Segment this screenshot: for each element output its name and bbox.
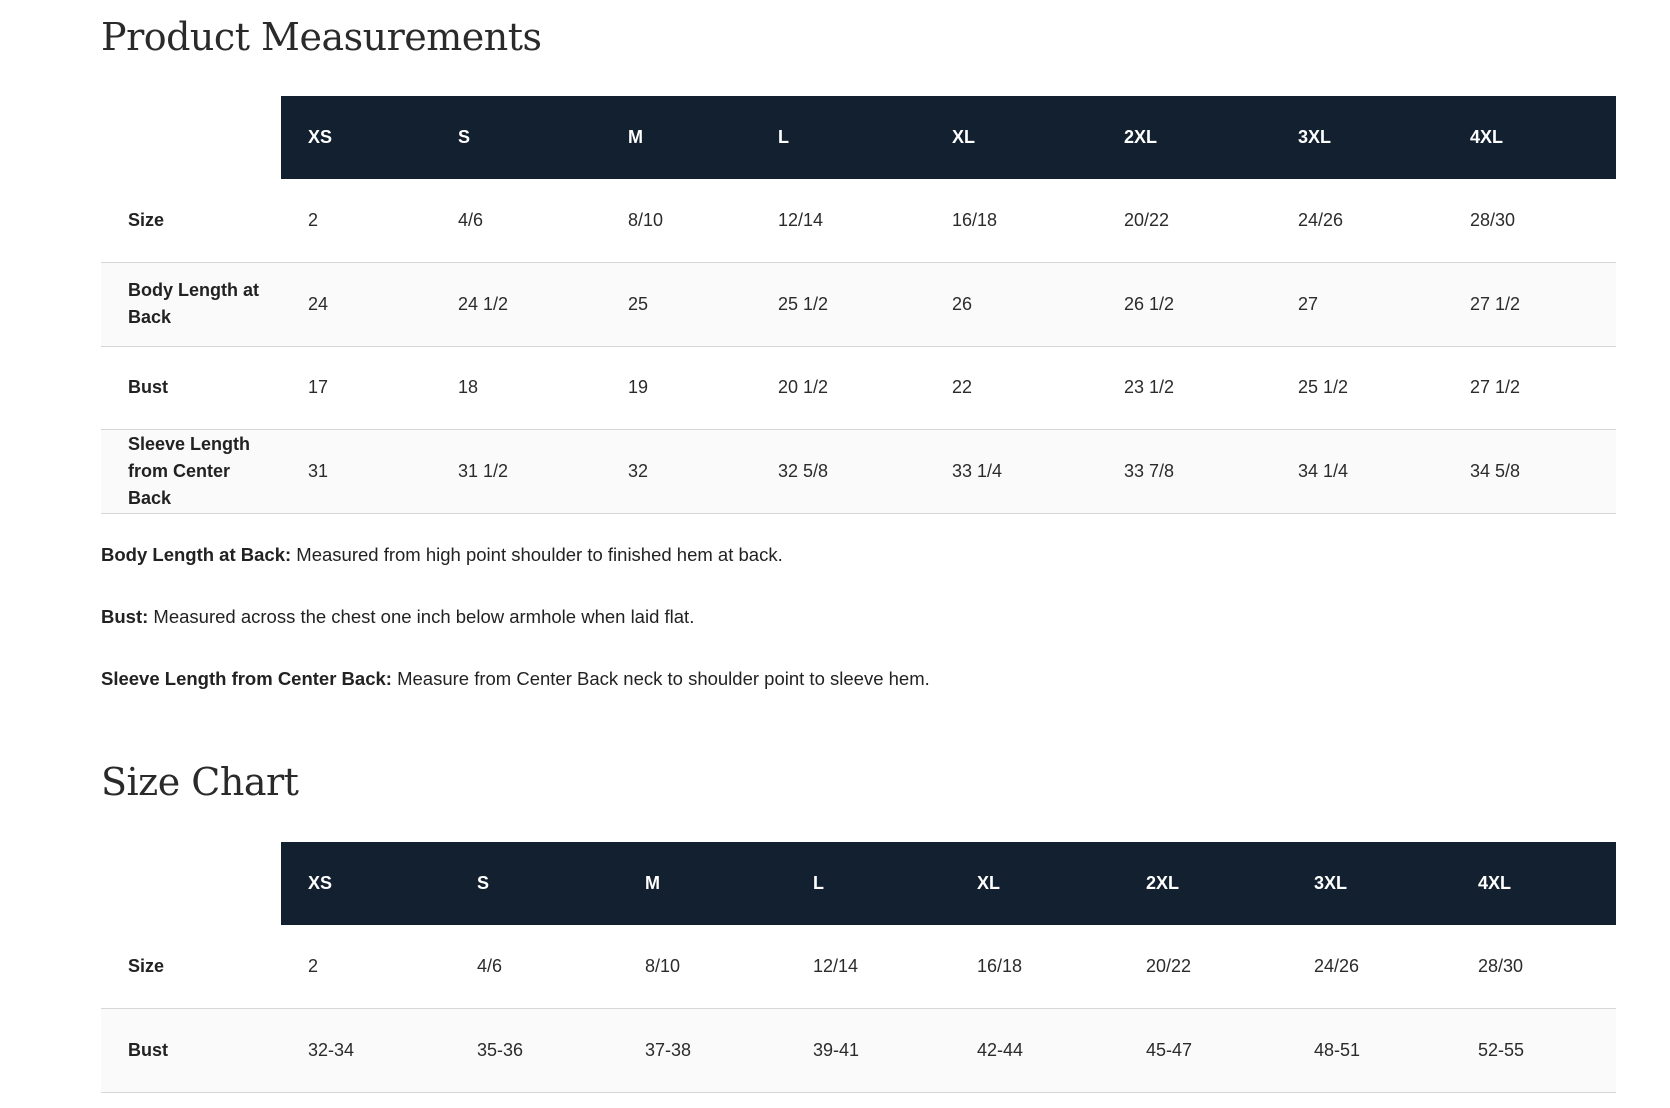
note-term: Bust: (101, 606, 149, 627)
table-cell: 4/6 (477, 955, 503, 976)
table-cell: 24 (308, 293, 329, 314)
note-text: Measured from high point shoulder to finished hem at back. (291, 544, 783, 565)
table-cell: 48-51 (1314, 1039, 1361, 1060)
table-cell: 27 1/2 (1470, 377, 1521, 397)
table-cell: 18 (458, 377, 479, 397)
size-header-xl: XL (925, 96, 1097, 179)
row-label-size: Size (128, 209, 165, 230)
size-header-3xl: 3XL (1271, 96, 1443, 179)
size-chart-title: Size Chart (101, 760, 299, 804)
size-header-l: L (751, 96, 925, 179)
table-cell: 32 5/8 (778, 460, 829, 481)
table-cell: 52-55 (1478, 1039, 1525, 1060)
note-text: Measured across the chest one inch below armhole when laid flat. (148, 606, 695, 627)
size-header-l: L (786, 842, 950, 925)
size-header-m: M (618, 842, 786, 925)
table-row (101, 346, 1616, 429)
table-cell: 4/6 (458, 209, 484, 230)
table-cell: 24/26 (1314, 955, 1360, 976)
size-header-4xl: 4XL (1451, 842, 1616, 925)
table-cell: 8/10 (628, 209, 664, 230)
size-header-s: S (431, 96, 601, 179)
table-cell: 2 (308, 209, 319, 230)
size-header-2xl: 2XL (1097, 96, 1271, 179)
table-cell: 25 1/2 (778, 293, 829, 314)
table-cell: 26 (952, 293, 973, 314)
measurement-notes (101, 539, 1616, 725)
table-cell: 8/10 (645, 955, 681, 976)
table-cell: 16/18 (977, 955, 1023, 976)
table-cell: 27 1/2 (1470, 293, 1521, 314)
table-cell: 16/18 (952, 209, 998, 230)
row-label-bust: Bust (128, 1039, 168, 1060)
table-cell: 32-34 (308, 1039, 355, 1060)
table-cell: 31 (308, 460, 329, 481)
note-bust (101, 601, 1616, 663)
note-term: Sleeve Length from Center Back: (101, 668, 392, 689)
table-cell: 12/14 (778, 209, 824, 230)
product-measurements-title: Product Measurements (101, 15, 542, 59)
table-cell: 25 1/2 (1298, 377, 1349, 397)
table-header-row (101, 842, 1616, 925)
table-row (101, 179, 1616, 262)
size-header-xs: XS (281, 96, 431, 179)
table-cell: 17 (308, 377, 329, 397)
size-header-4xl: 4XL (1443, 96, 1616, 179)
table-cell: 32 (628, 460, 649, 481)
table-cell: 27 (1298, 293, 1319, 314)
table-cell: 35-36 (477, 1039, 524, 1060)
note-term: Body Length at Back: (101, 544, 292, 565)
table-row (101, 1008, 1616, 1092)
table-cell: 22 (952, 377, 973, 397)
row-label-size: Size (128, 955, 165, 976)
row-label-bust: Bust (128, 377, 168, 397)
product-measurements-table (101, 96, 1616, 514)
table-cell: 26 1/2 (1124, 293, 1175, 314)
table-cell: 37-38 (645, 1039, 692, 1060)
table-cell: 23 1/2 (1124, 377, 1175, 397)
table-cell: 34 5/8 (1470, 460, 1521, 481)
size-header-3xl: 3XL (1287, 842, 1451, 925)
size-chart-table (101, 842, 1616, 1093)
table-cell: 20 1/2 (778, 377, 829, 397)
table-cell: 42-44 (977, 1039, 1024, 1060)
header-corner-cell (101, 842, 281, 925)
table-cell: 2 (308, 955, 319, 976)
table-cell: 20/22 (1124, 209, 1170, 230)
size-header-m: M (601, 96, 751, 179)
table-cell: 31 1/2 (458, 460, 509, 481)
note-sleeve-length (101, 663, 1616, 725)
table-cell: 25 (628, 293, 649, 314)
table-cell: 24/26 (1298, 209, 1344, 230)
note-body-length (101, 539, 1616, 601)
table-cell: 33 7/8 (1124, 460, 1175, 481)
row-label-body-length: Body Length at Back (128, 280, 259, 327)
table-cell: 24 1/2 (458, 293, 509, 314)
table-cell: 28/30 (1478, 955, 1524, 976)
table-row (101, 429, 1616, 513)
table-row (101, 262, 1616, 346)
size-header-s: S (450, 842, 618, 925)
table-cell: 19 (628, 377, 649, 397)
size-header-xl: XL (950, 842, 1119, 925)
table-row (101, 925, 1616, 1008)
note-text: Measure from Center Back neck to shoulder point to sleeve hem. (391, 668, 930, 689)
size-header-2xl: 2XL (1119, 842, 1287, 925)
table-cell: 34 1/4 (1298, 460, 1349, 481)
header-corner-cell (101, 96, 281, 179)
size-header-xs: XS (281, 842, 450, 925)
table-cell: 28/30 (1470, 209, 1516, 230)
row-label-sleeve-length: Sleeve Length from Center Back (128, 433, 251, 508)
table-cell: 39-41 (813, 1039, 860, 1060)
table-cell: 33 1/4 (952, 460, 1003, 481)
table-cell: 45-47 (1146, 1039, 1193, 1060)
table-header-row (101, 96, 1616, 179)
table-cell: 12/14 (813, 955, 859, 976)
table-cell: 20/22 (1146, 955, 1192, 976)
